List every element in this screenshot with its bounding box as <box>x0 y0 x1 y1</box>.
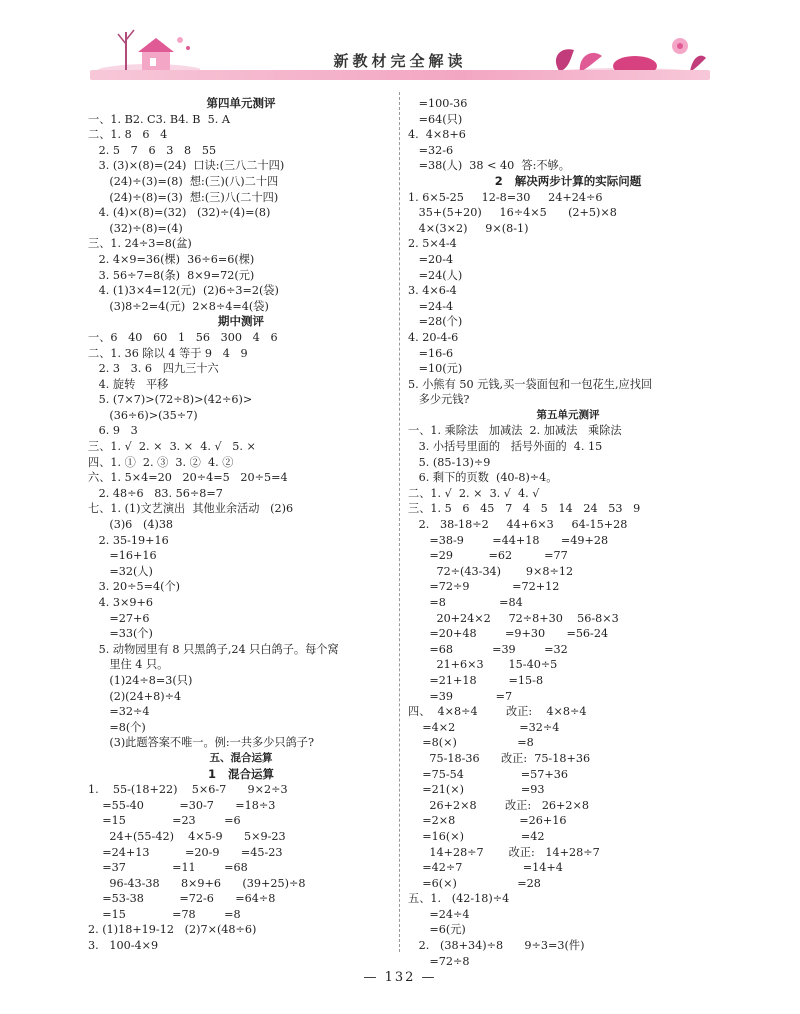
left-column <box>88 96 394 954</box>
answer-line: 5. (85-13)÷9 <box>408 455 491 469</box>
answer-line: =72÷9 =72+12 <box>408 580 560 594</box>
answer-line: =20+48 =9+30 =56-24 <box>408 627 609 641</box>
answer-line: =20-4 <box>408 252 454 266</box>
answer-line: 96-43-38 8×9+6 (39+25)÷8 <box>88 876 306 890</box>
answer-line: 2. 4×9=36(棵) 36÷6=6(棵) <box>88 252 255 266</box>
answer-line: 3. 4×6-4 <box>408 284 457 298</box>
answer-line: 三、1. 5 6 45 7 4 5 14 24 53 9 <box>408 502 641 516</box>
answer-line: (3)8÷2=4(元) 2×8÷4=4(袋) <box>88 299 269 313</box>
answer-line: =29 =62 =77 <box>408 549 568 563</box>
answer-line: 4. (4)×(8)=(32) (32)÷(4)=(8) <box>88 206 271 220</box>
answer-line: =8(个) <box>88 720 146 734</box>
answer-line: 一、6 40 60 1 56 300 4 6 <box>88 330 278 344</box>
book-title: 新教材完全解读 <box>333 52 467 70</box>
answer-line: (2)(24+8)÷4 <box>88 689 182 703</box>
answer-line: =39 =7 <box>408 689 513 703</box>
answer-line: 14+28÷7 改正: 14+28÷7 <box>408 845 600 859</box>
answer-line: 一、1. 乘除法 加减法 2. 加减法 乘除法 <box>408 424 622 438</box>
answer-line: 5. (7×7)>(72÷8)>(42÷6)> <box>88 393 253 407</box>
answer-line: =4×2 =32÷4 <box>408 720 560 734</box>
answer-line: 五、1. (42-18)÷4 <box>408 892 510 906</box>
answer-line: (24)÷(8)=(3) 想:(三)八(二十四) <box>88 190 279 204</box>
answer-line: (24)÷(3)=(8) 想:(三)(八)二十四 <box>88 174 279 188</box>
answer-line: 6. 9 3 <box>88 424 138 438</box>
answer-line: =8(×) =8 <box>408 736 534 750</box>
answer-line: =68 =39 =32 <box>408 642 568 656</box>
answer-line: 三、1. 24÷3=8(盆) <box>88 237 192 251</box>
answer-line: =64(只) <box>408 112 463 126</box>
answer-line: 3. 20÷5=4(个) <box>88 580 181 594</box>
answer-line: 4. 旋转 平移 <box>88 377 169 391</box>
answer-line: =16(×) =42 <box>408 829 545 843</box>
answer-line: 5. 动物园里有 8 只黑鸽子,24 只白鸽子。每个窝 <box>88 642 339 656</box>
page-header <box>90 20 710 82</box>
answer-line: =6(×) =28 <box>408 876 541 890</box>
answer-line: =38(人) 38 < 40 答:不够。 <box>408 159 570 173</box>
answer-line: =37 =11 =68 <box>88 861 248 875</box>
answer-line: =6(元) <box>408 923 466 937</box>
answer-line: =21(×) =93 <box>408 783 545 797</box>
answer-line: 2. (38+34)÷8 9÷3=3(件) <box>408 939 585 953</box>
answer-line: 5. 小熊有 50 元钱,买一袋面包和一包花生,应找回 <box>408 377 653 391</box>
answer-line: (3)此题答案不唯一。例:一共多少只鸽子? <box>88 736 314 750</box>
answer-line: =42÷7 =14+4 <box>408 861 563 875</box>
answer-line: 35+(5+20) 16÷4×5 (2+5)×8 <box>408 206 617 220</box>
section-heading: 第四单元测评 <box>206 96 276 110</box>
section-heading: 五、混合运算 <box>209 751 273 764</box>
header-band <box>90 70 710 80</box>
answer-line: 2. (1)18+19-12 (2)7×(48÷6) <box>88 923 257 937</box>
answer-line: =75-54 =57+36 <box>408 767 568 781</box>
answer-line: =28(个) <box>408 315 463 329</box>
answer-line: 4. 3×9+6 <box>88 596 154 609</box>
answer-line: =10(元) <box>408 362 463 376</box>
answer-line: 二、1. 36 除以 4 等于 9 4 9 <box>88 346 248 360</box>
answer-line: =100-36 <box>408 97 468 110</box>
answer-line: 2. 35-19+16 <box>88 533 169 547</box>
answer-line: (36÷6)>(35÷7) <box>88 408 198 422</box>
answer-line: 4. 20-4-6 <box>408 330 459 344</box>
answer-line: 一、1. B2. C3. B4. B 5. A <box>88 112 230 126</box>
answer-line: 1. 55-(18+22) 5×6-7 9×2÷3 <box>88 783 288 797</box>
answer-line: =32÷4 <box>88 705 150 719</box>
answer-line: 4. (1)3×4=12(元) (2)6÷3=2(袋) <box>88 284 279 298</box>
answer-line: 二、1. 8 6 4 <box>88 128 168 142</box>
answer-line: 四、1. ① 2. ③ 3. ② 4. ② <box>88 455 234 469</box>
column-divider <box>399 92 400 952</box>
answer-line: 24+(55-42) 4×5-9 5×9-23 <box>88 829 286 843</box>
answer-line: =16+16 <box>88 549 157 563</box>
answer-line: 多少元钱? <box>408 393 470 407</box>
section-heading: 第五单元测评 <box>536 408 600 421</box>
answer-line: =32-6 <box>408 143 454 157</box>
answer-line: 6. 剩下的页数 (40-8)÷4。 <box>408 471 558 485</box>
answer-line: =55-40 =30-7 =18÷3 <box>88 798 276 812</box>
answer-line: (32)÷(8)=(4) <box>88 221 183 235</box>
answer-line: =24+13 =20-9 =45-23 <box>88 845 283 859</box>
answer-line: 75-18-36 改正: 75-18+36 <box>408 751 591 765</box>
answer-line: 2. 3 3. 6 四九三十六 <box>88 362 219 376</box>
answer-line: 2. 38-18÷2 44+6×3 64-15+28 <box>408 518 628 532</box>
answer-line: =16-6 <box>408 346 454 360</box>
answer-line: =24(人) <box>408 268 463 282</box>
answer-line: 三、1. √ 2. × 3. × 4. √ 5. × <box>88 440 256 454</box>
answer-line: 4×(3×2) 9×(8-1) <box>408 221 529 235</box>
answer-line: 26+2×8 改正: 26+2×8 <box>408 798 590 812</box>
answer-line: 3. 小括号里面的 括号外面的 4. 15 <box>408 440 603 454</box>
answer-line: (3)6 (4)38 <box>88 518 174 532</box>
answer-line: =27+6 <box>88 611 150 625</box>
answer-line: 21+6×3 15-40÷5 <box>408 658 558 672</box>
answer-line: =15 =23 =6 <box>88 814 241 828</box>
answer-line: =2×8 =26+16 <box>408 814 567 828</box>
answer-line: 20+24×2 72÷8+30 56-8×3 <box>408 611 619 625</box>
answer-line: =21+18 =15-8 <box>408 673 544 687</box>
section-heading: 期中测评 <box>218 314 264 329</box>
answer-line: 2. 5 7 6 3 8 55 <box>88 143 217 157</box>
answer-line: 3. 56÷7=8(条) 8×9=72(元) <box>88 268 255 282</box>
answer-line: =24÷4 <box>408 907 470 921</box>
answer-line: (1)24÷8=3(只) <box>88 673 193 687</box>
answer-line: 七、1. (1)文艺演出 其他业余活动 (2)6 <box>88 502 294 516</box>
answer-line: 2. 48÷6 83. 56÷8=7 <box>88 486 223 500</box>
answer-line: =38-9 =44+18 =49+28 <box>408 533 609 547</box>
answer-line: 二、1. √ 2. × 3. √ 4. √ <box>408 486 540 500</box>
answer-line: =53-38 =72-6 =64÷8 <box>88 892 276 906</box>
answer-line: 六、1. 5×4=20 20÷4=5 20÷5=4 <box>88 471 288 485</box>
page-number: — 132 — <box>363 970 437 985</box>
answer-line: 72÷(43-34) 9×8÷12 <box>408 564 574 578</box>
answer-line: =33(个) <box>88 627 153 641</box>
answer-line: 四、 4×8÷4 改正: 4×8÷4 <box>408 705 587 719</box>
section-heading: 2 解决两步计算的实际问题 <box>494 173 642 188</box>
answer-line: 1. 6×5-25 12-8=30 24+24÷6 <box>408 190 603 204</box>
answer-line: =24-4 <box>408 299 454 313</box>
answer-line: =15 =78 =8 <box>88 907 241 921</box>
answer-line: =32(人) <box>88 564 153 578</box>
right-column <box>408 96 728 969</box>
answer-line: 3. 100-4×9 <box>88 939 159 953</box>
answer-line: =8 =84 <box>408 596 523 609</box>
section-heading: 1 混合运算 <box>207 766 274 781</box>
answer-line: 里住 4 只。 <box>88 658 169 672</box>
answer-line: 3. (3)×(8)=(24) 口诀:(三八二十四) <box>88 159 285 173</box>
answer-line: 4. 4×8+6 <box>408 128 466 142</box>
answer-line: =72÷8 <box>408 954 470 968</box>
answer-line: 2. 5×4-4 <box>408 237 457 251</box>
